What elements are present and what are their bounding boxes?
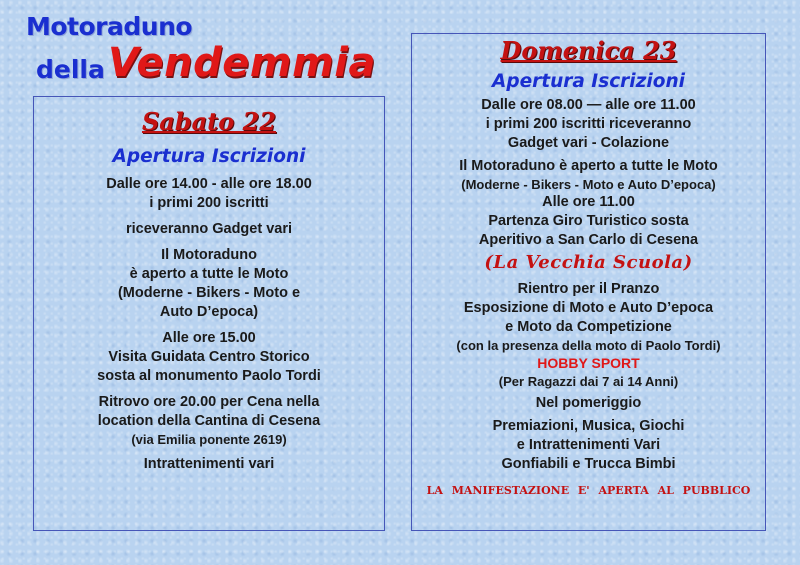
- sunday-line: Rientro per il Pranzo: [517, 281, 660, 297]
- title-della: della: [36, 55, 105, 84]
- saturday-line: Dalle ore 14.00 - alle ore 18.00: [106, 176, 312, 192]
- saturday-line: riceveranno Gadget vari: [125, 221, 292, 237]
- saturday-line: Il Motoraduno: [161, 247, 257, 263]
- sunday-line: e Moto da Competizione: [505, 319, 672, 335]
- saturday-line: Ritrovo ore 20.00 per Cena nella: [98, 394, 320, 410]
- title-motoraduno: Motoraduno: [26, 12, 193, 41]
- saturday-panel: [33, 96, 385, 531]
- sunday-line: Premiazioni, Musica, Giochi: [492, 418, 685, 434]
- sunday-line: Gonfiabili e Trucca Bimbi: [501, 456, 676, 472]
- hobby-sport-label: HOBBY SPORT: [537, 355, 640, 371]
- sunday-panel: [411, 33, 766, 531]
- saturday-line: Visita Guidata Centro Storico: [108, 349, 310, 365]
- saturday-line: è aperto a tutte le Moto: [129, 266, 289, 282]
- saturday-registration-heading: Apertura Iscrizioni: [112, 146, 306, 167]
- saturday-line: i primi 200 iscritti: [149, 195, 269, 211]
- sunday-line: Gadget vari - Colazione: [507, 135, 670, 151]
- sunday-registration-heading: Apertura Iscrizioni: [492, 71, 685, 92]
- sunday-line: i primi 200 iscritti riceveranno: [485, 116, 692, 132]
- sunday-line: Aperitivo a San Carlo di Cesena: [478, 232, 699, 248]
- saturday-line: (Moderne - Bikers - Moto e: [117, 285, 301, 301]
- sunday-line: (Per Ragazzi dai 7 ai 14 Anni): [498, 374, 679, 389]
- sunday-line: e Intrattenimenti Vari: [516, 437, 661, 453]
- saturday-line: Alle ore 15.00: [162, 330, 256, 346]
- sunday-line: Dalle ore 08.00 — alle ore 11.00: [481, 97, 696, 113]
- sunday-line: Partenza Giro Turistico sosta: [488, 213, 689, 229]
- sunday-line: Nel pomeriggio: [535, 395, 642, 411]
- la-vecchia-scuola-label: (La Vecchia Scuola): [484, 252, 693, 273]
- saturday-heading: Sabato 22: [141, 107, 277, 136]
- title-vendemmia: Vendemmia: [108, 40, 376, 86]
- saturday-line: location della Cantina di Cesena: [97, 413, 321, 429]
- public-event-notice: LA MANIFESTAZIONE E' APERTA AL PUBBLICO: [426, 484, 751, 497]
- sunday-line: Esposizione di Moto e Auto D’epoca: [463, 300, 714, 316]
- sunday-line: Alle ore 11.00: [542, 194, 635, 210]
- saturday-line: sosta al monumento Paolo Tordi: [97, 368, 321, 384]
- saturday-address: (via Emilia ponente 2619): [131, 432, 287, 447]
- sunday-heading: Domenica 23: [500, 36, 677, 65]
- saturday-line: Auto D’epoca): [159, 304, 259, 320]
- sunday-line: (con la presenza della moto di Paolo Tordi): [456, 338, 721, 353]
- saturday-line: Intrattenimenti vari: [143, 456, 275, 472]
- sunday-line: Il Motoraduno è aperto a tutte le Moto: [459, 158, 718, 174]
- sunday-line: (Moderne - Bikers - Moto e Auto D’epoca): [461, 177, 716, 192]
